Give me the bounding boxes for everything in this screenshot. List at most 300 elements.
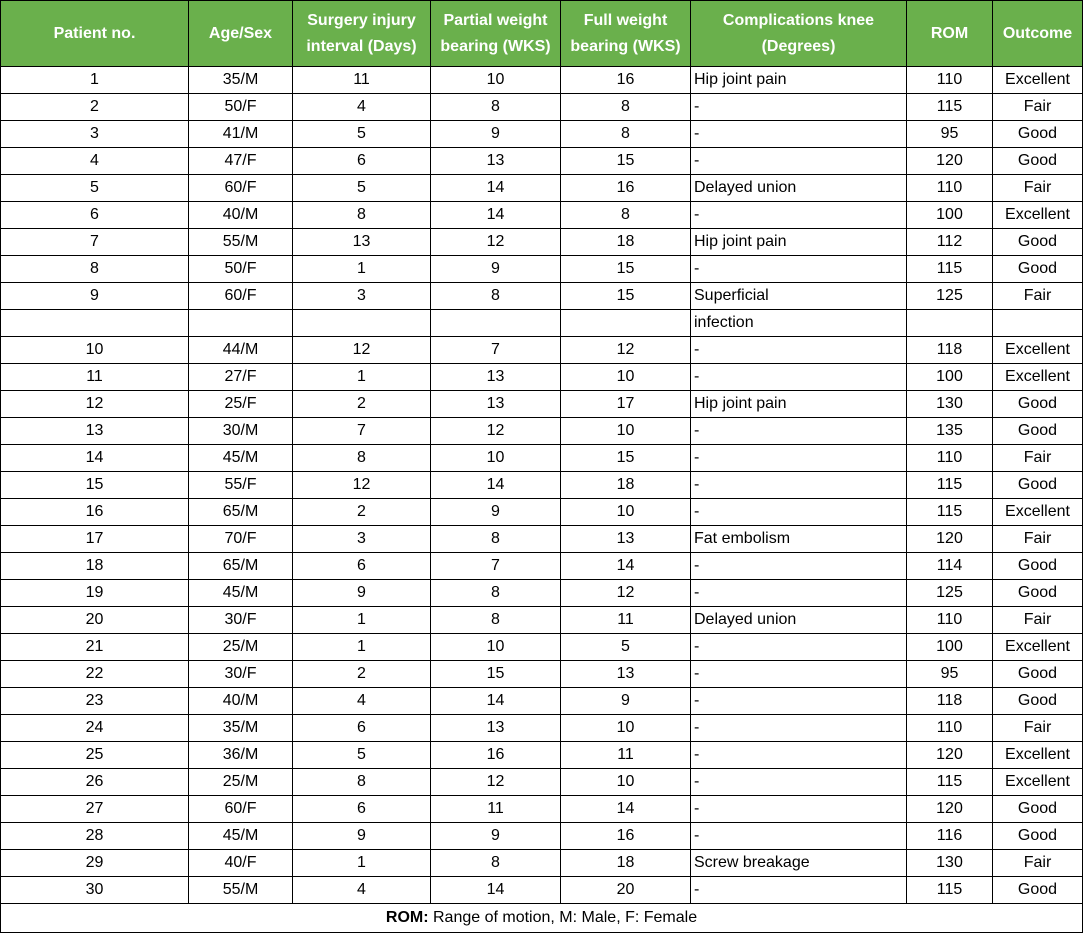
table-body xyxy=(1,67,1083,904)
cell-full-weight-bearing: 11 xyxy=(561,742,691,769)
cell-surgery-interval: 9 xyxy=(293,823,431,850)
header-full-weight-bearing xyxy=(561,1,691,67)
cell-rom: 100 xyxy=(907,634,993,661)
cell-age-sex: 41/M xyxy=(189,121,293,148)
table-footer xyxy=(1,904,1083,933)
cell-outcome: Excellent xyxy=(993,202,1083,229)
cell-surgery-interval: 6 xyxy=(293,148,431,175)
cell-surgery-interval: 2 xyxy=(293,661,431,688)
cell-age-sex: 65/M xyxy=(189,553,293,580)
cell-partial-weight-bearing: 14 xyxy=(431,688,561,715)
table-row xyxy=(1,67,1083,94)
table-header xyxy=(1,1,1083,67)
cell-age-sex: 55/F xyxy=(189,472,293,499)
cell-outcome: Excellent xyxy=(993,769,1083,796)
cell-patient-no: 24 xyxy=(1,715,189,742)
cell-complications: infection xyxy=(691,310,907,337)
cell-rom: 110 xyxy=(907,67,993,94)
table-row xyxy=(1,472,1083,499)
cell-age-sex: 45/M xyxy=(189,445,293,472)
table-row xyxy=(1,769,1083,796)
cell-rom: 125 xyxy=(907,283,993,310)
cell-outcome: Excellent xyxy=(993,67,1083,94)
cell-complications: - xyxy=(691,715,907,742)
cell-surgery-interval: 5 xyxy=(293,175,431,202)
cell-age-sex: 45/M xyxy=(189,580,293,607)
cell-surgery-interval: 5 xyxy=(293,742,431,769)
cell-full-weight-bearing: 15 xyxy=(561,256,691,283)
cell-patient-no: 8 xyxy=(1,256,189,283)
cell-surgery-interval: 1 xyxy=(293,850,431,877)
cell-patient-no: 5 xyxy=(1,175,189,202)
cell-partial-weight-bearing: 8 xyxy=(431,94,561,121)
table-row xyxy=(1,661,1083,688)
table-row xyxy=(1,796,1083,823)
cell-patient-no: 7 xyxy=(1,229,189,256)
cell-surgery-interval: 12 xyxy=(293,472,431,499)
cell-outcome: Fair xyxy=(993,715,1083,742)
cell-outcome: Excellent xyxy=(993,634,1083,661)
cell-surgery-interval: 6 xyxy=(293,553,431,580)
cell-full-weight-bearing: 15 xyxy=(561,283,691,310)
cell-complications: - xyxy=(691,148,907,175)
cell-rom: 95 xyxy=(907,661,993,688)
cell-full-weight-bearing: 14 xyxy=(561,796,691,823)
cell-surgery-interval: 4 xyxy=(293,877,431,904)
table-row xyxy=(1,391,1083,418)
cell-age-sex: 35/M xyxy=(189,715,293,742)
cell-complications: - xyxy=(691,445,907,472)
cell-age-sex: 60/F xyxy=(189,283,293,310)
cell-partial-weight-bearing: 11 xyxy=(431,796,561,823)
cell-patient-no: 10 xyxy=(1,337,189,364)
cell-age-sex: 27/F xyxy=(189,364,293,391)
cell-outcome: Good xyxy=(993,877,1083,904)
cell-patient-no: 28 xyxy=(1,823,189,850)
header-patient-no: Patient no. xyxy=(1,1,189,67)
header-complications xyxy=(691,1,907,67)
cell-age-sex xyxy=(189,310,293,337)
cell-rom: 130 xyxy=(907,391,993,418)
cell-patient-no: 12 xyxy=(1,391,189,418)
table-row xyxy=(1,526,1083,553)
cell-partial-weight-bearing: 7 xyxy=(431,337,561,364)
table-row xyxy=(1,742,1083,769)
cell-outcome: Good xyxy=(993,580,1083,607)
cell-patient-no: 15 xyxy=(1,472,189,499)
cell-patient-no: 22 xyxy=(1,661,189,688)
cell-rom: 115 xyxy=(907,256,993,283)
cell-patient-no: 30 xyxy=(1,877,189,904)
cell-rom: 120 xyxy=(907,796,993,823)
cell-age-sex: 60/F xyxy=(189,175,293,202)
cell-patient-no: 14 xyxy=(1,445,189,472)
cell-outcome: Fair xyxy=(993,850,1083,877)
cell-outcome: Fair xyxy=(993,94,1083,121)
cell-partial-weight-bearing: 10 xyxy=(431,67,561,94)
cell-partial-weight-bearing: 8 xyxy=(431,607,561,634)
cell-partial-weight-bearing: 13 xyxy=(431,364,561,391)
cell-complications: - xyxy=(691,418,907,445)
cell-age-sex: 50/F xyxy=(189,94,293,121)
cell-full-weight-bearing: 5 xyxy=(561,634,691,661)
cell-complications: Delayed union xyxy=(691,607,907,634)
header-age-sex: Age/Sex xyxy=(189,1,293,67)
cell-outcome: Excellent xyxy=(993,364,1083,391)
cell-rom: 100 xyxy=(907,202,993,229)
table-row xyxy=(1,580,1083,607)
cell-surgery-interval: 4 xyxy=(293,94,431,121)
cell-surgery-interval: 7 xyxy=(293,418,431,445)
cell-outcome: Fair xyxy=(993,607,1083,634)
cell-rom: 115 xyxy=(907,499,993,526)
header-full-wb-line2: bearing (WKS) xyxy=(570,37,681,55)
table-row xyxy=(1,121,1083,148)
cell-complications: Hip joint pain xyxy=(691,67,907,94)
cell-patient-no: 2 xyxy=(1,94,189,121)
cell-outcome: Good xyxy=(993,256,1083,283)
cell-outcome: Good xyxy=(993,796,1083,823)
cell-full-weight-bearing: 8 xyxy=(561,121,691,148)
cell-rom: 120 xyxy=(907,148,993,175)
cell-age-sex: 35/M xyxy=(189,67,293,94)
cell-full-weight-bearing: 8 xyxy=(561,202,691,229)
cell-partial-weight-bearing: 9 xyxy=(431,256,561,283)
cell-outcome: Excellent xyxy=(993,499,1083,526)
cell-outcome: Fair xyxy=(993,175,1083,202)
cell-age-sex: 25/F xyxy=(189,391,293,418)
cell-full-weight-bearing: 10 xyxy=(561,769,691,796)
cell-patient-no: 27 xyxy=(1,796,189,823)
cell-rom: 130 xyxy=(907,850,993,877)
cell-complications: Fat embolism xyxy=(691,526,907,553)
cell-partial-weight-bearing: 8 xyxy=(431,850,561,877)
cell-surgery-interval: 1 xyxy=(293,364,431,391)
cell-partial-weight-bearing: 16 xyxy=(431,742,561,769)
cell-surgery-interval: 8 xyxy=(293,202,431,229)
cell-partial-weight-bearing: 14 xyxy=(431,202,561,229)
cell-outcome: Good xyxy=(993,121,1083,148)
cell-partial-weight-bearing: 13 xyxy=(431,148,561,175)
cell-patient-no: 17 xyxy=(1,526,189,553)
cell-full-weight-bearing: 8 xyxy=(561,94,691,121)
cell-patient-no: 20 xyxy=(1,607,189,634)
cell-partial-weight-bearing: 14 xyxy=(431,175,561,202)
table-row xyxy=(1,850,1083,877)
cell-patient-no: 19 xyxy=(1,580,189,607)
cell-rom: 115 xyxy=(907,877,993,904)
cell-surgery-interval xyxy=(293,310,431,337)
cell-complications: - xyxy=(691,337,907,364)
cell-surgery-interval: 11 xyxy=(293,67,431,94)
cell-full-weight-bearing: 12 xyxy=(561,337,691,364)
cell-rom: 135 xyxy=(907,418,993,445)
cell-age-sex: 30/F xyxy=(189,607,293,634)
cell-rom: 115 xyxy=(907,769,993,796)
cell-age-sex: 44/M xyxy=(189,337,293,364)
cell-surgery-interval: 13 xyxy=(293,229,431,256)
cell-complications: - xyxy=(691,121,907,148)
cell-full-weight-bearing: 9 xyxy=(561,688,691,715)
cell-patient-no: 18 xyxy=(1,553,189,580)
cell-complications: - xyxy=(691,580,907,607)
cell-partial-weight-bearing: 8 xyxy=(431,526,561,553)
cell-rom: 120 xyxy=(907,742,993,769)
cell-full-weight-bearing: 10 xyxy=(561,499,691,526)
cell-patient-no: 26 xyxy=(1,769,189,796)
cell-patient-no: 25 xyxy=(1,742,189,769)
cell-complications: - xyxy=(691,202,907,229)
table-row xyxy=(1,607,1083,634)
cell-full-weight-bearing: 15 xyxy=(561,148,691,175)
cell-complications: - xyxy=(691,256,907,283)
cell-full-weight-bearing: 13 xyxy=(561,661,691,688)
cell-surgery-interval: 5 xyxy=(293,121,431,148)
cell-patient-no: 13 xyxy=(1,418,189,445)
header-surgery-interval xyxy=(293,1,431,67)
cell-age-sex: 60/F xyxy=(189,796,293,823)
table-row xyxy=(1,445,1083,472)
table-row xyxy=(1,634,1083,661)
footer-row xyxy=(1,904,1083,933)
cell-rom: 118 xyxy=(907,337,993,364)
cell-outcome: Good xyxy=(993,661,1083,688)
header-surgery-interval-line1: Surgery injury xyxy=(307,11,416,29)
cell-partial-weight-bearing: 13 xyxy=(431,391,561,418)
cell-rom: 110 xyxy=(907,445,993,472)
cell-age-sex: 65/M xyxy=(189,499,293,526)
cell-surgery-interval: 3 xyxy=(293,283,431,310)
cell-complications: - xyxy=(691,877,907,904)
cell-rom: 115 xyxy=(907,472,993,499)
cell-full-weight-bearing: 20 xyxy=(561,877,691,904)
cell-full-weight-bearing: 17 xyxy=(561,391,691,418)
cell-partial-weight-bearing: 15 xyxy=(431,661,561,688)
cell-full-weight-bearing: 10 xyxy=(561,715,691,742)
cell-full-weight-bearing: 18 xyxy=(561,472,691,499)
cell-rom: 110 xyxy=(907,607,993,634)
cell-outcome: Excellent xyxy=(993,742,1083,769)
header-row xyxy=(1,1,1083,67)
footnote-text: Range of motion, M: Male, F: Female xyxy=(428,909,698,926)
cell-patient-no: 9 xyxy=(1,283,189,310)
cell-full-weight-bearing: 12 xyxy=(561,580,691,607)
cell-partial-weight-bearing: 9 xyxy=(431,823,561,850)
cell-complications: - xyxy=(691,472,907,499)
cell-patient-no xyxy=(1,310,189,337)
table-row xyxy=(1,94,1083,121)
cell-partial-weight-bearing: 10 xyxy=(431,634,561,661)
header-partial-wb-line2: bearing (WKS) xyxy=(440,37,551,55)
header-surgery-interval-line2: interval (Days) xyxy=(306,37,417,55)
cell-age-sex: 30/M xyxy=(189,418,293,445)
cell-age-sex: 40/M xyxy=(189,202,293,229)
cell-complications: Superficial xyxy=(691,283,907,310)
cell-patient-no: 29 xyxy=(1,850,189,877)
cell-rom xyxy=(907,310,993,337)
cell-outcome: Fair xyxy=(993,526,1083,553)
header-full-wb-line1: Full weight xyxy=(583,11,668,29)
cell-age-sex: 36/M xyxy=(189,742,293,769)
cell-outcome xyxy=(993,310,1083,337)
cell-surgery-interval: 6 xyxy=(293,715,431,742)
cell-full-weight-bearing: 18 xyxy=(561,850,691,877)
cell-outcome: Good xyxy=(993,823,1083,850)
footnote xyxy=(1,904,1083,933)
header-complications-line2: (Degrees) xyxy=(761,37,836,55)
cell-outcome: Good xyxy=(993,391,1083,418)
cell-partial-weight-bearing: 14 xyxy=(431,877,561,904)
cell-complications: - xyxy=(691,94,907,121)
cell-age-sex: 25/M xyxy=(189,769,293,796)
header-complications-line1: Complications knee xyxy=(722,11,875,29)
cell-full-weight-bearing: 11 xyxy=(561,607,691,634)
cell-patient-no: 3 xyxy=(1,121,189,148)
cell-patient-no: 23 xyxy=(1,688,189,715)
footnote-label: ROM: xyxy=(385,909,429,926)
cell-rom: 112 xyxy=(907,229,993,256)
table-row xyxy=(1,715,1083,742)
cell-full-weight-bearing: 16 xyxy=(561,67,691,94)
cell-outcome: Good xyxy=(993,418,1083,445)
cell-partial-weight-bearing xyxy=(431,310,561,337)
cell-age-sex: 47/F xyxy=(189,148,293,175)
cell-outcome: Fair xyxy=(993,283,1083,310)
cell-rom: 100 xyxy=(907,364,993,391)
cell-outcome: Good xyxy=(993,229,1083,256)
table-row xyxy=(1,229,1083,256)
cell-complications: Hip joint pain xyxy=(691,391,907,418)
cell-full-weight-bearing: 14 xyxy=(561,553,691,580)
cell-partial-weight-bearing: 12 xyxy=(431,229,561,256)
cell-complications: Delayed union xyxy=(691,175,907,202)
cell-patient-no: 6 xyxy=(1,202,189,229)
cell-surgery-interval: 3 xyxy=(293,526,431,553)
cell-complications: - xyxy=(691,661,907,688)
table-row xyxy=(1,553,1083,580)
cell-rom: 110 xyxy=(907,175,993,202)
cell-age-sex: 45/M xyxy=(189,823,293,850)
cell-age-sex: 50/F xyxy=(189,256,293,283)
header-partial-wb-line1: Partial weight xyxy=(443,11,548,29)
cell-complications: - xyxy=(691,634,907,661)
cell-rom: 120 xyxy=(907,526,993,553)
cell-outcome: Good xyxy=(993,472,1083,499)
cell-surgery-interval: 1 xyxy=(293,256,431,283)
cell-rom: 118 xyxy=(907,688,993,715)
header-rom: ROM xyxy=(907,1,993,67)
cell-full-weight-bearing: 10 xyxy=(561,418,691,445)
cell-full-weight-bearing xyxy=(561,310,691,337)
cell-surgery-interval: 2 xyxy=(293,499,431,526)
cell-partial-weight-bearing: 10 xyxy=(431,445,561,472)
cell-complications: - xyxy=(691,553,907,580)
cell-rom: 115 xyxy=(907,94,993,121)
cell-complications: Screw breakage xyxy=(691,850,907,877)
cell-rom: 95 xyxy=(907,121,993,148)
cell-age-sex: 55/M xyxy=(189,877,293,904)
cell-complications: - xyxy=(691,796,907,823)
table-row xyxy=(1,283,1083,310)
cell-partial-weight-bearing: 12 xyxy=(431,769,561,796)
cell-partial-weight-bearing: 8 xyxy=(431,283,561,310)
cell-patient-no: 11 xyxy=(1,364,189,391)
cell-rom: 116 xyxy=(907,823,993,850)
header-partial-weight-bearing xyxy=(431,1,561,67)
cell-outcome: Good xyxy=(993,553,1083,580)
cell-age-sex: 70/F xyxy=(189,526,293,553)
cell-complications: - xyxy=(691,364,907,391)
table-row xyxy=(1,202,1083,229)
cell-partial-weight-bearing: 14 xyxy=(431,472,561,499)
cell-full-weight-bearing: 13 xyxy=(561,526,691,553)
cell-partial-weight-bearing: 9 xyxy=(431,121,561,148)
cell-full-weight-bearing: 16 xyxy=(561,823,691,850)
cell-surgery-interval: 8 xyxy=(293,769,431,796)
table-row xyxy=(1,310,1083,337)
cell-rom: 114 xyxy=(907,553,993,580)
cell-full-weight-bearing: 16 xyxy=(561,175,691,202)
table-row xyxy=(1,256,1083,283)
cell-partial-weight-bearing: 9 xyxy=(431,499,561,526)
cell-surgery-interval: 6 xyxy=(293,796,431,823)
cell-patient-no: 21 xyxy=(1,634,189,661)
cell-age-sex: 40/M xyxy=(189,688,293,715)
cell-partial-weight-bearing: 8 xyxy=(431,580,561,607)
cell-full-weight-bearing: 18 xyxy=(561,229,691,256)
cell-partial-weight-bearing: 13 xyxy=(431,715,561,742)
cell-rom: 125 xyxy=(907,580,993,607)
table-row xyxy=(1,688,1083,715)
cell-surgery-interval: 1 xyxy=(293,607,431,634)
table-row xyxy=(1,877,1083,904)
cell-complications: Hip joint pain xyxy=(691,229,907,256)
cell-patient-no: 16 xyxy=(1,499,189,526)
table-row xyxy=(1,418,1083,445)
table-row xyxy=(1,499,1083,526)
header-outcome: Outcome xyxy=(993,1,1083,67)
table-row xyxy=(1,364,1083,391)
cell-full-weight-bearing: 10 xyxy=(561,364,691,391)
cell-outcome: Good xyxy=(993,688,1083,715)
cell-complications: - xyxy=(691,742,907,769)
cell-outcome: Excellent xyxy=(993,337,1083,364)
cell-full-weight-bearing: 15 xyxy=(561,445,691,472)
cell-surgery-interval: 2 xyxy=(293,391,431,418)
cell-complications: - xyxy=(691,823,907,850)
cell-age-sex: 25/M xyxy=(189,634,293,661)
cell-age-sex: 40/F xyxy=(189,850,293,877)
table-row xyxy=(1,823,1083,850)
cell-age-sex: 55/M xyxy=(189,229,293,256)
cell-outcome: Fair xyxy=(993,445,1083,472)
cell-patient-no: 4 xyxy=(1,148,189,175)
cell-complications: - xyxy=(691,688,907,715)
cell-age-sex: 30/F xyxy=(189,661,293,688)
cell-outcome: Good xyxy=(993,148,1083,175)
cell-complications: - xyxy=(691,499,907,526)
cell-surgery-interval: 1 xyxy=(293,634,431,661)
cell-rom: 110 xyxy=(907,715,993,742)
cell-complications: - xyxy=(691,769,907,796)
cell-surgery-interval: 12 xyxy=(293,337,431,364)
table-row xyxy=(1,337,1083,364)
cell-surgery-interval: 4 xyxy=(293,688,431,715)
cell-surgery-interval: 8 xyxy=(293,445,431,472)
cell-surgery-interval: 9 xyxy=(293,580,431,607)
cell-partial-weight-bearing: 12 xyxy=(431,418,561,445)
cell-partial-weight-bearing: 7 xyxy=(431,553,561,580)
